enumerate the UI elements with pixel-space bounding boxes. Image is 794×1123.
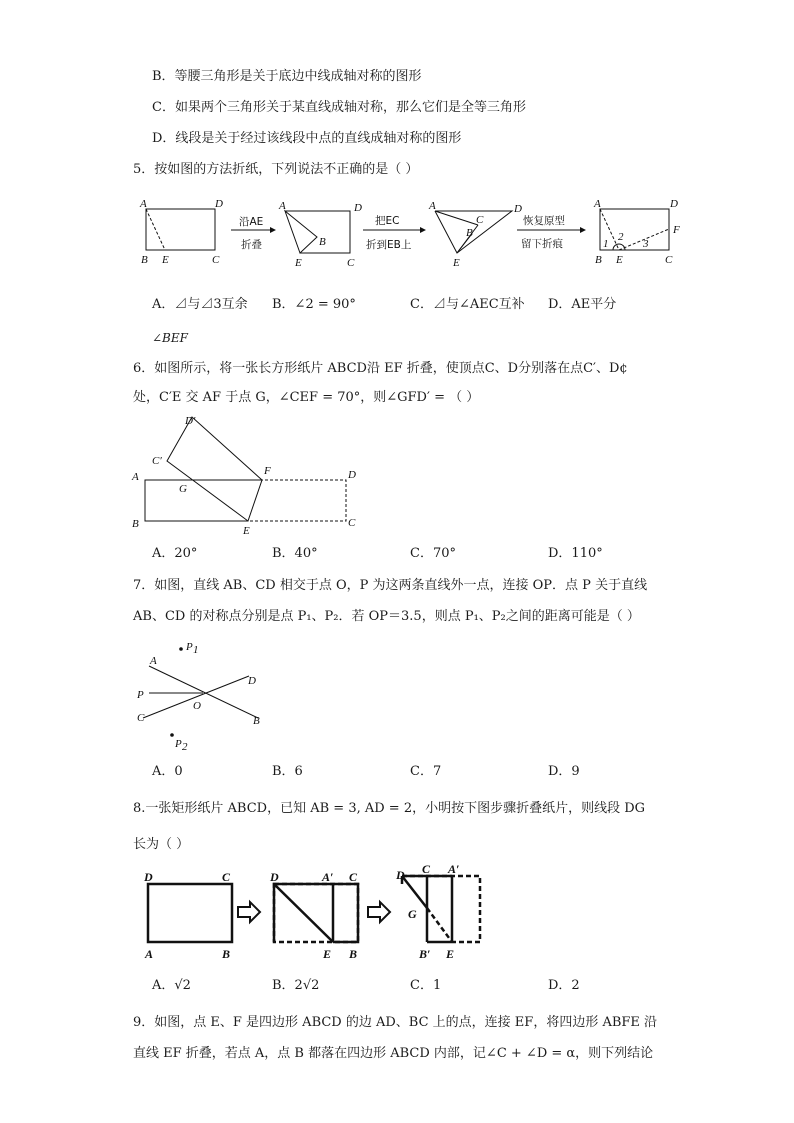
label-g: G — [179, 483, 187, 495]
arrow3-top: 恢复原型 — [523, 215, 565, 227]
label-b: B — [349, 947, 358, 961]
q6-stem-line2: 处，C′E 交 AF 于点 G，∠CEF = 70°，则∠GFD′ = （ ） — [133, 390, 480, 405]
q6-option-a: A．20° — [152, 546, 198, 561]
label-c-prime: C′ — [152, 455, 162, 467]
q7-figure — [130, 636, 275, 756]
label-b: B — [141, 254, 148, 266]
q7-option-c: C．7 — [410, 764, 442, 779]
label-b: B — [466, 227, 473, 239]
q5-option-d-cont: ∠BEF — [152, 331, 188, 345]
label-b: B — [319, 236, 326, 248]
q8-stem-line1: 8.一张矩形纸片 ABCD，已知 AB = 3, AD = 2，小明按下图步骤折叠纸片，则线段 DG — [133, 801, 646, 816]
label-b: B — [595, 254, 602, 266]
q5-option-a: A．⊿与⊿3互余 — [152, 297, 248, 312]
q5-option-c: C．⊿与∠AEC互补 — [410, 297, 525, 312]
q5-stem: 5．按如图的方法折纸，下列说法不正确的是（ ） — [133, 162, 419, 177]
q6-option-b: B．40° — [272, 546, 318, 561]
label-b-prime: B′ — [419, 947, 431, 961]
label-b: B — [253, 715, 260, 727]
label-c: C — [212, 254, 220, 266]
label-a: A — [279, 200, 286, 212]
label-p1: P — [186, 641, 193, 653]
q5-option-d: D．AE平分 — [548, 297, 617, 312]
label-a-prime: A′ — [322, 870, 334, 884]
label-c: C — [476, 214, 484, 226]
label-d: D — [354, 202, 362, 214]
q9-stem-line2: 直线 EF 折叠，若点 A，点 B 都落在四边形 ABCD 内部，记∠C + ∠D = α，则下列结论 — [133, 1046, 654, 1061]
label-b: B — [132, 518, 139, 530]
q8-stem-line2: 长为（ ） — [133, 837, 190, 852]
label-a: A — [132, 471, 139, 483]
label-a-prime: A′ — [448, 862, 460, 876]
label-a: A — [594, 198, 601, 210]
angle-3: 3 — [643, 238, 649, 250]
label-c: C — [347, 257, 355, 269]
label-d-prime: D′ — [185, 415, 196, 427]
arrow2-bottom: 折到EB上 — [366, 239, 412, 251]
label-p2: P — [175, 738, 182, 750]
q7-option-d: D．9 — [548, 764, 580, 779]
label-o: O — [193, 700, 201, 712]
arrow1-top: 沿AE — [239, 216, 264, 228]
q4-option-b: B．等腰三角形是关于底边中线成轴对称的图形 — [152, 69, 422, 84]
label-g: G — [408, 907, 417, 921]
label-c: C — [422, 862, 431, 876]
label-e: E — [323, 947, 332, 961]
q8-option-d: D．2 — [548, 978, 580, 993]
q7-stem-line2: AB、CD 的对称点分别是点 P₁、P₂．若 OP＝3.5，则点 P₁、P₂之间的距离可能是（ ） — [133, 609, 640, 624]
label-a: A — [145, 947, 154, 961]
label-c: C — [137, 712, 145, 724]
q4-option-d: D．线段是关于经过该线段中点的直线成轴对称的图形 — [152, 131, 462, 146]
q4-option-c: C．如果两个三角形关于某直线成轴对称，那么它们是全等三角形 — [152, 100, 526, 115]
label-e: E — [162, 254, 169, 266]
q5-option-b: B．∠2 = 90° — [272, 297, 356, 312]
label-f: F — [673, 224, 680, 236]
label-b: B — [222, 947, 231, 961]
label-e: E — [243, 525, 250, 537]
q6-figure — [130, 412, 370, 540]
q7-stem-line1: 7．如图，直线 AB、CD 相交于点 O，P 为这两条直线外一点，连接 OP．点 P 关于直线 — [133, 578, 648, 593]
arrow3-bottom: 留下折痕 — [521, 238, 563, 250]
label-a: A — [150, 655, 157, 667]
q7-option-b: B．6 — [272, 764, 303, 779]
arrow1-bottom: 折叠 — [241, 239, 262, 251]
label-e: E — [616, 254, 623, 266]
q6-option-c: C．70° — [410, 546, 456, 561]
label-d: D — [396, 868, 405, 882]
q8-option-c: C．1 — [410, 978, 442, 993]
label-p: P — [137, 689, 144, 701]
label-e: E — [453, 257, 460, 269]
q6-stem-line1: 6．如图所示，将一张长方形纸片 ABCD沿 EF 折叠，使顶点C、D分别落在点C′、D¢ — [133, 361, 628, 376]
label-d: D — [215, 198, 223, 210]
q8-option-b: B．2√2 — [272, 978, 320, 993]
label-d: D — [248, 675, 256, 687]
label-d: D — [670, 198, 678, 210]
q6-option-d: D．110° — [548, 546, 603, 561]
label-e: E — [295, 257, 302, 269]
label-c: C — [349, 870, 358, 884]
label-f: F — [264, 465, 271, 477]
arrow2-top: 把EC — [375, 215, 400, 227]
angle-1: 1 — [603, 238, 609, 250]
angle-2: 2 — [618, 231, 624, 243]
q8-option-a: A．√2 — [152, 978, 191, 993]
label-e: E — [446, 947, 455, 961]
q8-figure — [140, 860, 510, 965]
label-c: C — [348, 517, 356, 529]
label-d: D — [514, 203, 522, 215]
label-d: D — [144, 870, 153, 884]
q5-figure — [135, 195, 695, 270]
label-d: D — [348, 469, 356, 481]
q7-option-a: A．0 — [152, 764, 183, 779]
label-a: A — [140, 198, 147, 210]
label-p1-sub: 1 — [193, 644, 199, 656]
label-a: A — [429, 200, 436, 212]
label-d: D — [270, 870, 279, 884]
label-p2-sub: 2 — [182, 741, 188, 753]
label-c: C — [222, 870, 231, 884]
q9-stem-line1: 9．如图，点 E、F 是四边形 ABCD 的边 AD、BC 上的点，连接 EF，将四边形 ABFE 沿 — [133, 1015, 658, 1030]
label-c: C — [665, 254, 673, 266]
